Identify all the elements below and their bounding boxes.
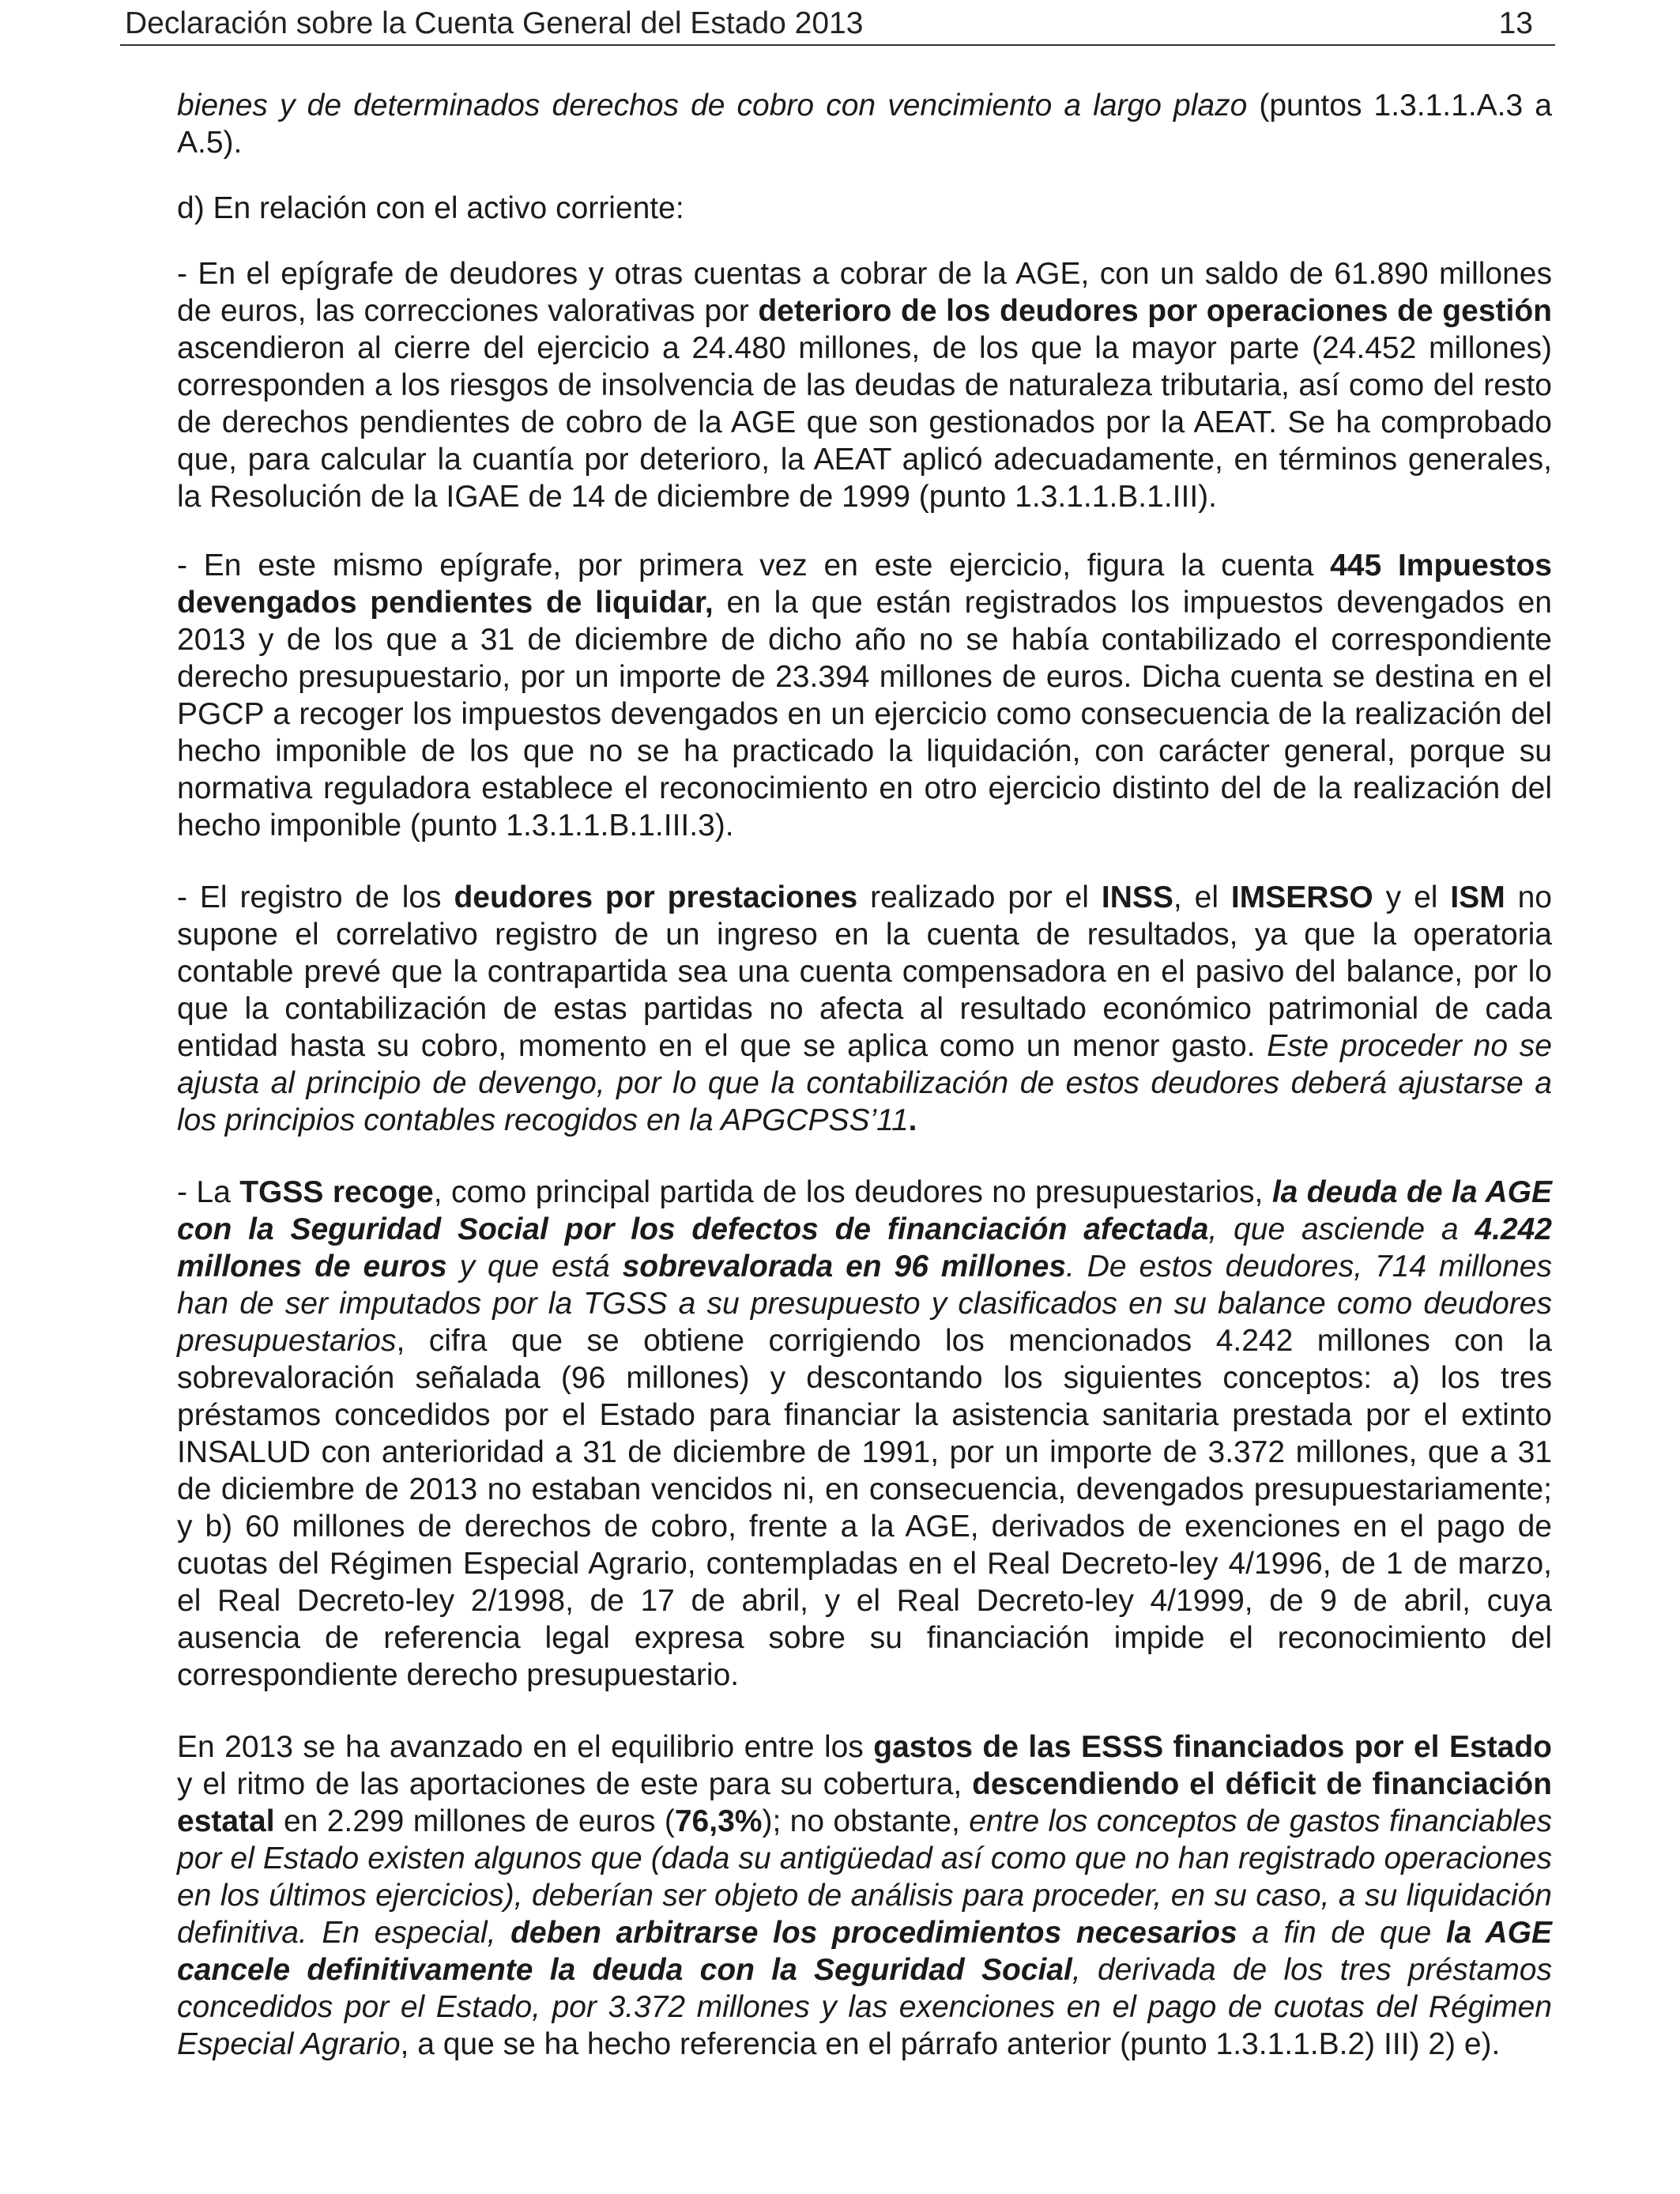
text-italic: , derivada de los tres préstamos concedidos por el Estado, por 3.372 millones y las exenciones en el pago de cuotas del Régimen Especial Agrario	[177, 1953, 1552, 2061]
text-bold: gastos de las ESSS financiados por el Estado	[873, 1730, 1552, 1764]
text-italic: entre los conceptos de gastos financiables por el Estado existen algunos que (dada su antigüedad así como que no han registrado operaciones en los últimos ejercicios), deberían ser objeto de análisis para proceder, en su caso, a su liquidación definitiva. En especial,	[177, 1804, 1553, 1950]
text-run: , cifra que se obtiene corrigiendo los mencionados 4.242 millones con la sobrevaloración señalada (96 millones) y descontando los siguientes conceptos: a) los tres préstamos concedidos por el Estado para financiar la asistencia sanitaria prestada por el extinto INSALUD con anterioridad a 31 de diciembre de 1991, por un importe de 3.372 millones, que a 31 de diciembre de 2013 no estaban vencidos ni, en consecuencia, devengados presupuestariamente; y b) 60 millones de derechos de cobro, frente a la AGE, derivados de exenciones en el pago de cuotas del Régimen Especial Agrario, contempladas en el Real Decreto-ley 4/1996, de 1 de marzo, el Real Decreto-ley 2/1998, de 17 de abril, y el Real Decreto-ley 4/1999, de 9 de abril, cuya ausencia de referencia legal expresa sobre su financiación impide el reconocimiento del correspondiente derecho presupuestario.	[177, 1324, 1552, 1692]
text-bold: TGSS recoge	[239, 1175, 434, 1209]
page-header	[120, 3, 1555, 46]
text-run: y el ritmo de las aportaciones de este para su cobertura,	[177, 1767, 973, 1801]
text-run: ascendieron al cierre del ejercicio a 24.480 millones, de los que la mayor parte (24.452 millones) corresponden a los riesgos de insolvencia de las deudas de naturaleza tributaria, así como del resto de derechos pendientes de cobro de la AGE que son gestionados por la AEAT. Se ha comprobado que, para calcular la cuantía por deterioro, la AEAT aplicó adecuadamente, en términos generales, la Resolución de la IGAE de 14 de diciembre de 1999 (punto 1.3.1.1.B.1.III).	[177, 331, 1552, 514]
text-bold: descendiendo el déficit de financiación estatal	[177, 1767, 1553, 1838]
paragraph-tgss	[177, 1174, 1552, 1694]
paragraph-continuation	[177, 87, 1552, 161]
text-bold: .	[908, 1103, 917, 1137]
text-run: - La	[177, 1175, 240, 1209]
text-bold: 76,3%	[674, 1804, 763, 1838]
paragraph-section-d	[177, 190, 1552, 227]
paragraph-cuenta-445	[177, 547, 1552, 844]
text-italic: bienes y de determinados derechos de cobro con vencimiento a largo plazo	[177, 89, 1248, 123]
text-bold: IMSERSO	[1230, 880, 1373, 914]
text-italic: , que asciende a	[1208, 1212, 1475, 1246]
page-number: 13	[1498, 6, 1533, 40]
text-bold-italic-inner: la AGE cancele definitivamente la deuda con la Seguridad Social	[177, 1916, 1552, 1987]
text-italic: a fin de que	[1237, 1916, 1446, 1950]
text-bold: 445 Impuestos devengados pendientes de liquidar,	[177, 548, 1552, 620]
text-bold-italic-inner: la deuda de la AGE con la Seguridad Social por los defectos de financiación afectada	[177, 1175, 1553, 1246]
text-bold-italic-inner: deben arbitrarse los procedimientos necesarios	[510, 1916, 1237, 1950]
text-run: , el	[1173, 880, 1231, 914]
text-run: ); no obstante,	[762, 1804, 970, 1838]
paragraph-deudores-prestaciones	[177, 879, 1552, 1139]
text-bold: INSS	[1101, 880, 1173, 914]
text-run: - En el epígrafe de deudores y otras cuentas a cobrar de la AGE, con un saldo de 61.890 millones de euros, las correcciones valorativas por	[177, 257, 1552, 328]
text-bold-italic	[510, 1916, 1237, 1950]
paragraph-deficit-financiacion	[177, 1728, 1552, 2063]
document-title: Declaración sobre la Cuenta General del Estado 2013	[125, 6, 864, 40]
text-run: - En este mismo epígrafe, por primera vez en este ejercicio, figura la cuenta	[177, 548, 1331, 582]
document-body	[177, 87, 1552, 2098]
text-run: , a que se ha hecho referencia en el párrafo anterior (punto 1.3.1.1.B.2) III) 2) e).	[400, 2027, 1501, 2061]
text-run: d) En relación con el activo corriente:	[177, 191, 684, 225]
text-run: y el	[1373, 880, 1451, 914]
text-bold: deterioro de los deudores por operaciones de gestión	[758, 294, 1552, 328]
paragraph-deudores-deterioro	[177, 255, 1552, 515]
text-run: en la que están registrados los impuestos devengados en 2013 y de los que a 31 de diciembre de dicho año no se había contabilizado el correspondiente derecho presupuestario, por un importe de 23.394 millones de euros. Dicha cuenta se destina en el PGCP a recoger los impuestos devengados en un ejercicio como consecuencia de la realización del hecho imponible de los que no se ha practicado la liquidación, con carácter general, porque su normativa reguladora establece el reconocimiento en otro ejercicio distinto del de la realización del hecho imponible (punto 1.3.1.1.B.1.III.3).	[177, 586, 1553, 843]
text-bold-italic-inner: 4.242 millones de euros	[177, 1212, 1552, 1284]
text-bold: ISM	[1450, 880, 1505, 914]
text-bold: deudores por prestaciones	[454, 880, 858, 914]
text-bold-italic-inner: sobrevalorada en 96 millones	[622, 1250, 1067, 1284]
text-italic: . De estos deudores, 714 millones han de ser imputados por la TGSS a su presupuesto y clasificados en su balance como deudores presupuestarios	[177, 1250, 1552, 1358]
text-run: , como principal partida de los deudores no presupuestarios,	[433, 1175, 1272, 1209]
text-bold-italic	[623, 1250, 1066, 1284]
text-run: realizado por el	[857, 880, 1102, 914]
text-run: En 2013 se ha avanzado en el equilibrio entre los	[177, 1730, 874, 1764]
text-run: - El registro de los	[177, 880, 454, 914]
text-run: en 2.299 millones de euros (	[274, 1804, 675, 1838]
text-run: (puntos 1.3.1.1.A.3 a A.5).	[177, 89, 1552, 160]
text-run: no supone el correlativo registro de un ingreso en la cuenta de resultados, ya que la operatoria contable prevé que la contrapartida sea una cuenta compensadora en el pasivo del balance, por lo que la contabilización de estas partidas no afecta al resultado económico patrimonial de cada entidad hasta su cobro, momento en el que se aplica como un menor gasto.	[177, 880, 1552, 1063]
text-italic: Este proceder no se ajusta al principio de devengo, por lo que la contabilización de estos deudores deberá ajustarse a los principios contables recogidos en la APGCPSS’11	[177, 1029, 1552, 1137]
text-italic: y que está	[446, 1250, 623, 1284]
